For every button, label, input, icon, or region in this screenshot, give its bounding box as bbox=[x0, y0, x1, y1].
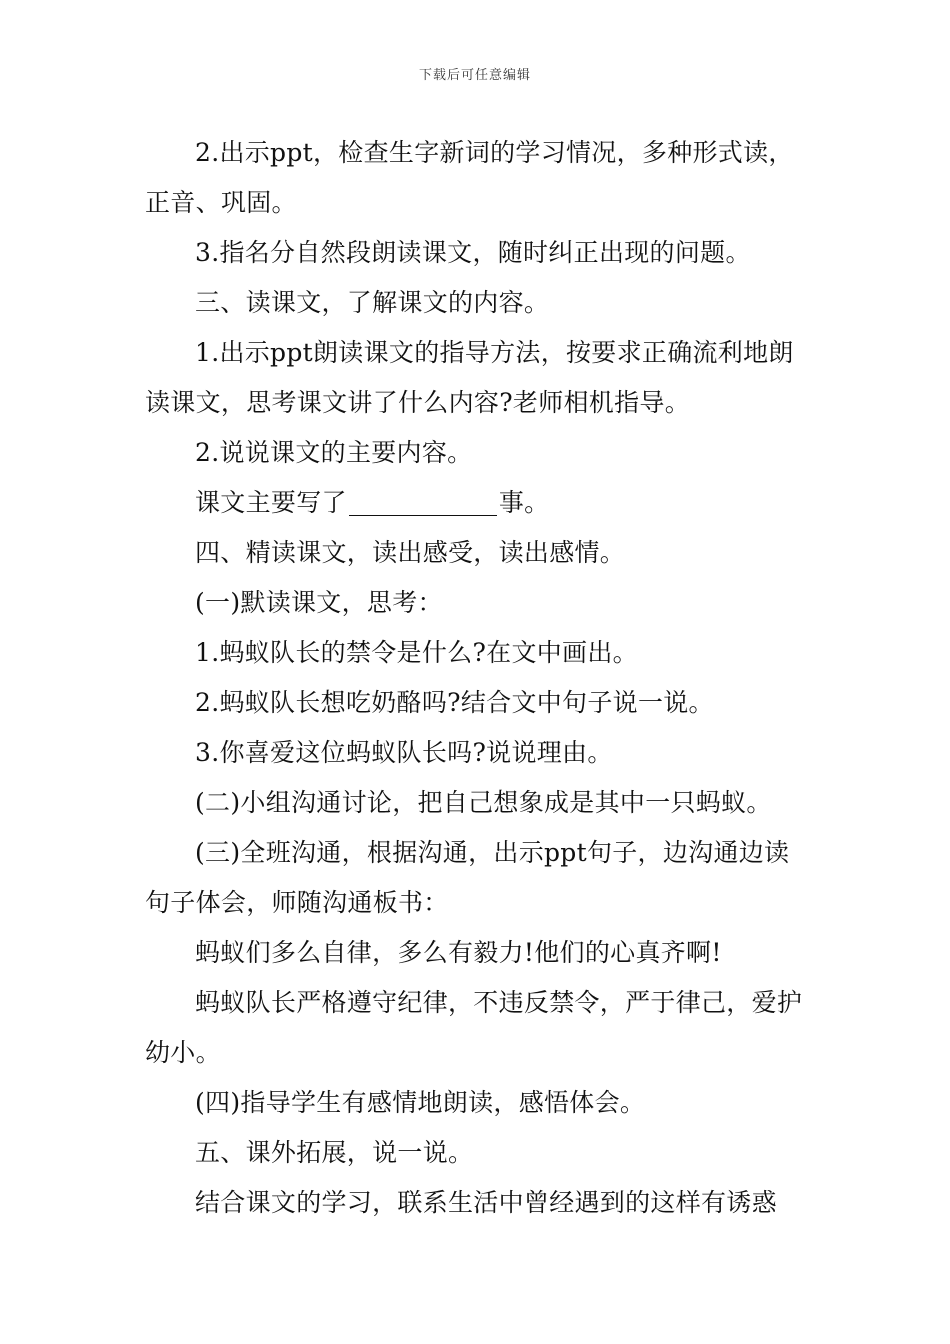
paragraph: 1.蚂蚁队长的禁令是什么?在文中画出。 bbox=[195, 638, 638, 667]
paragraph: (一)默读课文，思考： bbox=[195, 588, 443, 617]
section-heading: 四、精读课文，读出感受，读出感情。 bbox=[195, 538, 626, 567]
paragraph: 2.蚂蚁队长想吃奶酪吗?结合文中句子说一说。 bbox=[195, 688, 714, 717]
fill-in-blank bbox=[349, 485, 497, 516]
paragraph: 蚂蚁队长严格遵守纪律，不违反禁令，严于律己，爱护幼小。 bbox=[145, 988, 803, 1067]
page-header: 下载后可任意编辑 bbox=[418, 68, 531, 83]
paragraph: (三)全班沟通，根据沟通，出示ppt句子，边沟通边读句子体会，师随沟通板书： bbox=[145, 838, 790, 917]
paragraph: 3.指名分自然段朗读课文，随时纠正出现的问题。 bbox=[195, 238, 751, 267]
fill-in-prefix: 课文主要写了 bbox=[195, 488, 347, 517]
paragraph: 1.出示ppt朗读课文的指导方法，按要求正确流利地朗读课文，思考课文讲了什么内容?老师相机指导。 bbox=[145, 338, 794, 417]
paragraph: (四)指导学生有感情地朗读，感悟体会。 bbox=[195, 1088, 646, 1117]
paragraph: 3.你喜爱这位蚂蚁队长吗?说说理由。 bbox=[195, 738, 613, 767]
paragraph: 蚂蚁们多么自律，多么有毅力!他们的心真齐啊! bbox=[195, 938, 722, 967]
section-heading: 三、读课文，了解课文的内容。 bbox=[195, 288, 550, 317]
paragraph: 2.出示ppt，检查生字新词的学习情况，多种形式读，正音、巩固。 bbox=[145, 138, 794, 217]
paragraph: 结合课文的学习，联系生活中曾经遇到的这样有诱惑 bbox=[195, 1188, 777, 1217]
document-body bbox=[145, 128, 807, 1228]
paragraph: 2.说说课文的主要内容。 bbox=[195, 438, 473, 467]
paragraph: (二)小组沟通讨论，把自己想象成是其中一只蚂蚁。 bbox=[195, 788, 772, 817]
fill-in-sentence bbox=[145, 478, 807, 528]
section-heading: 五、课外拓展，说一说。 bbox=[195, 1138, 474, 1167]
fill-in-suffix: 事。 bbox=[498, 488, 550, 517]
